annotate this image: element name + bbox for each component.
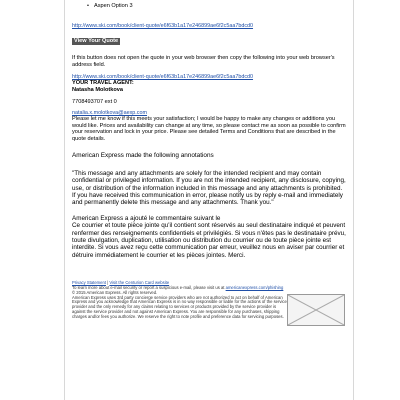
travel-agent-heading: YOUR TRAVEL AGENT: [72,80,134,87]
confidentiality-notice-fr: Ce courrier et toute pièce jointe qu'il contient sont réservés au seul destinataire indiqué et peuvent renfermer des renseignements confidentiels et privilégiés. Si vous n'êtes pas le destinataire prévu, toute divulgation, duplication, utilisation ou distribution du courrier ou de toute pièce jointe est interdite. Si vous avez reçu cette communication par erreur, veuillez nous en aviser par courrier et détruire immédiatement le courrier et les pièces jointes. Merci. [72,222,346,259]
closing-paragraph: Please let me know if this meets your satisfaction; I would be happy to make any changes or additions you would like. Prices and availability can change at any time, so please contact me as soon as possible to confirm your reservation and lock in your price. Please see detailed Terms and Conditions that are described in the quote details. [72,115,346,142]
image-placeholder-icon [287,294,345,326]
email-body [64,0,354,400]
list-item-aspen-option-3: • Aspen Option 3 [72,3,347,9]
view-quote-button[interactable]: View Your Quote [74,38,119,44]
footer-link-separator: | [105,280,110,286]
phishing-report-link[interactable]: americanexpress.com/phishing [225,285,284,291]
quote-url-link[interactable]: http://www.ski.com/book/client-quote/e6f63b1a17e246899ae6f2c5aa7bdcd0 [72,23,254,29]
travel-agent-name: Natasha Molotkova [72,86,123,93]
footer [72,281,347,319]
quote-url-link-copy[interactable]: http://www.ski.com/book/client-quote/e6f63b1a17e246899ae6f2c5aa7bdcd0 [72,74,254,81]
fallback-instructions: If this button does not open the quote in your web browser then copy the following into your web browser's address field. [72,55,335,68]
annotations-title-fr: American Express a ajouté le commentaire suivant le [72,214,221,222]
travel-agent-phone: 7708493707 ext 0 [72,99,117,106]
phishing-report-label: To learn more about e-mail security or report a suspicious e-mail, please visit us at [72,285,226,291]
travel-agent-email-link[interactable]: natalia.x.molotkova@aexp.com [72,109,147,116]
copyright: © 2015 American Express. All rights reserved. [72,289,158,295]
annotations-title: American Express made the following annotations [72,152,214,160]
privacy-statement-link[interactable]: Privacy Statement [72,280,106,286]
footer-fine-print: American Express uses 3rd party concierge service providers who are not authorized to act on behalf of American Express and you acknowledge that American Express is in no way responsible or liable for the actions of the service provider and the only remedy for any claims relating to services or products provided by the service provider is against the service provider and not against American Express. You are responsible for any purchases, shipping charges and/or fees you authorize. We reserve the right to note profile and preference data for servicing purposes. [72,294,287,319]
confidentiality-notice-en: "This message and any attachments are solely for the intended recipient and may contain confidential or privileged information. If you are not the intended recipient, any disclosure, copying, use, or distribution of the information included in this message and any attachments is prohibited. If you have received this communication in error, please notify us by reply e-mail and immediately and permanently delete this message and any attachments. Thank you." [72,169,346,207]
centurion-website-link[interactable]: Visit the Centurion Card website [109,280,170,286]
